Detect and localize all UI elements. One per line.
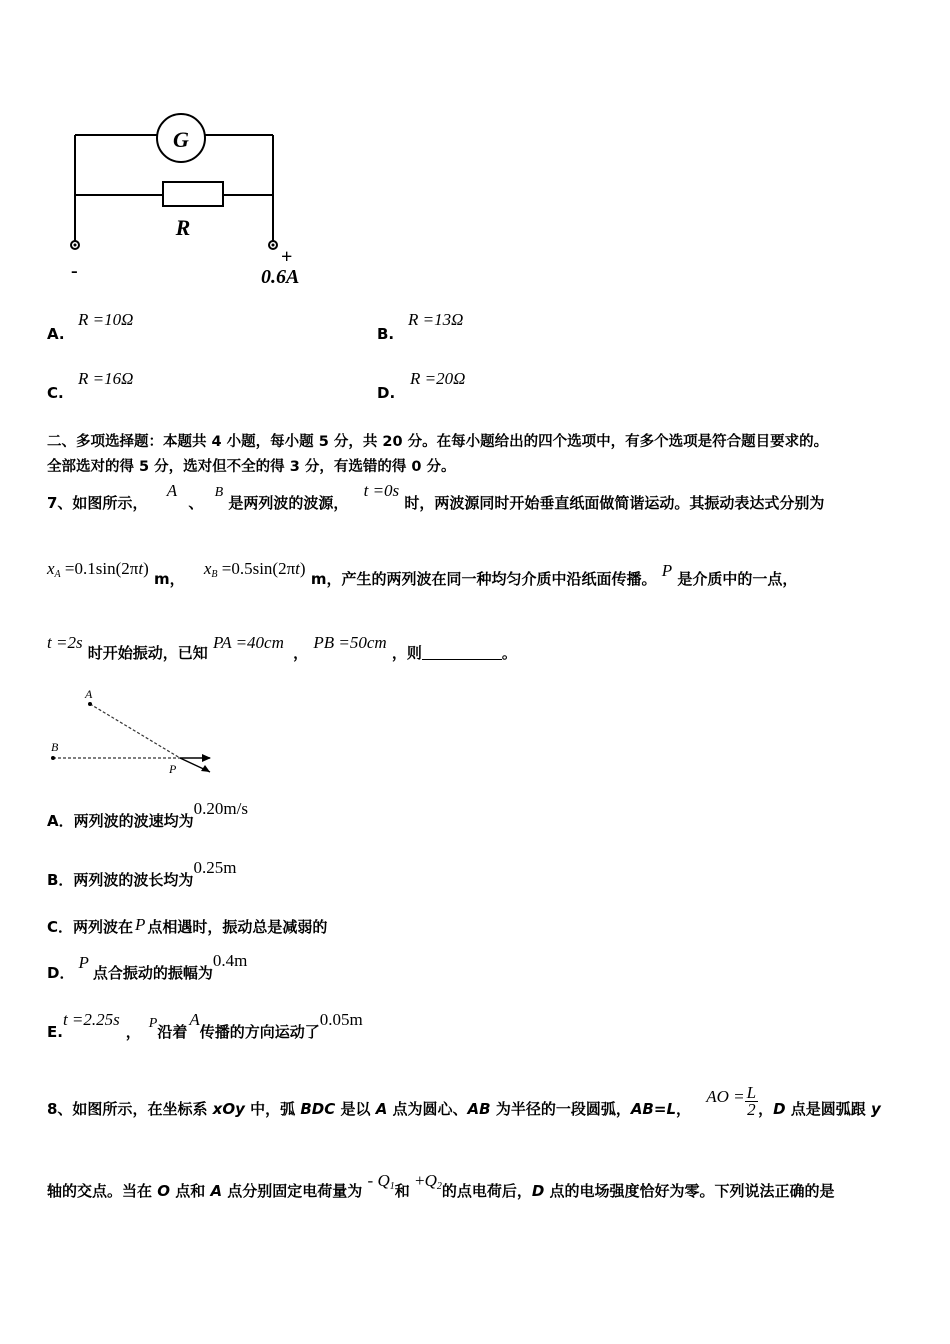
q7-option-c-p: P bbox=[135, 915, 146, 934]
q8-text-2c: 点分别固定电荷量为 bbox=[222, 1182, 363, 1200]
q7-comma: ， bbox=[293, 644, 309, 662]
q6-option-b-formula: R =13Ω bbox=[408, 310, 464, 329]
q8-a2: A bbox=[210, 1182, 223, 1200]
q8-ao-fraction bbox=[745, 1085, 758, 1118]
q7-sep: 、 bbox=[188, 494, 204, 512]
circuit-diagram bbox=[55, 105, 335, 295]
q7-option-c-pre: C．两列波在 bbox=[47, 918, 134, 936]
q8-ab: AB bbox=[467, 1100, 491, 1118]
q8-q2: $+Q_2$ bbox=[414, 1171, 442, 1192]
q8-text-2a: 轴的交点。当在 bbox=[47, 1182, 158, 1200]
q8-text-f: ， bbox=[676, 1100, 692, 1118]
minus-terminal-label: - bbox=[71, 260, 78, 282]
q8-xoy: xOy bbox=[212, 1100, 245, 1118]
q7-option-d-value: 0.4m bbox=[212, 951, 248, 970]
plus-terminal-label: + bbox=[281, 246, 293, 268]
q8-abl: AB=L bbox=[630, 1100, 676, 1118]
q7-option-c bbox=[47, 916, 327, 937]
q7-text4: 是介质中的一点， bbox=[677, 570, 798, 588]
q8-he: 和 bbox=[394, 1182, 410, 1200]
q8-bdc: BDC bbox=[300, 1100, 336, 1118]
q8-y: y bbox=[871, 1100, 881, 1118]
q7-xb-formula: $x_B =0.5\sin(2\pi t)$ bbox=[203, 559, 306, 580]
q7-option-e-t: t =2.25s bbox=[62, 1010, 120, 1029]
q7-source-b: B bbox=[214, 485, 224, 500]
q8-q1: - $Q_1$ bbox=[367, 1171, 395, 1192]
diagram-label-a: A bbox=[85, 687, 93, 701]
q7-point-p: P bbox=[661, 561, 673, 580]
q7-text5: 时开始振动，已知 bbox=[87, 644, 208, 662]
q8-text-2d: 的点电荷后， bbox=[441, 1182, 532, 1200]
q7-text6: ，则 bbox=[391, 644, 422, 662]
q6-option-c-letter: C. bbox=[47, 384, 64, 402]
q7-option-b-text: B．两列波的波长均为 bbox=[47, 871, 194, 889]
q8-frac-num: L bbox=[746, 1083, 757, 1102]
q8-d: D bbox=[773, 1100, 786, 1118]
q7-option-e-value: 0.05m bbox=[319, 1010, 363, 1029]
q7-option-e-post: 传播的方向运动了 bbox=[199, 1023, 320, 1041]
q7-line2 bbox=[47, 559, 798, 590]
q7-line1 bbox=[47, 481, 825, 513]
q8-d2: D bbox=[531, 1182, 545, 1200]
q7-end: 。 bbox=[501, 644, 517, 662]
q8-text-e: 为半径的一段圆弧， bbox=[490, 1100, 631, 1118]
q7-xa-formula: $x_A =0.1\sin(2\pi t)$ bbox=[47, 559, 149, 580]
section2-line2: 全部选对的得 5 分，选对但不全的得 3 分，有选错的得 0 分。 bbox=[47, 459, 456, 475]
q7-text1: 是两列波的波源， bbox=[228, 494, 349, 512]
q7-option-a-text: A．两列波的波速均为 bbox=[47, 812, 194, 830]
q8-ao: AO = bbox=[706, 1087, 745, 1106]
q7-text3: m，产生的两列波在同一种均匀介质中沿纸面传播。 bbox=[310, 570, 657, 588]
q6-option-a-letter: A. bbox=[47, 325, 65, 343]
q8-line1 bbox=[47, 1083, 881, 1126]
q8-o: O bbox=[157, 1182, 170, 1200]
q8-text-g: ， bbox=[758, 1100, 774, 1118]
q8-text-b: 中，弧 bbox=[244, 1100, 301, 1118]
q7-pa: PA =40cm bbox=[213, 633, 284, 652]
q7-option-e-mid: 沿着 bbox=[157, 1023, 188, 1041]
q7-source-a: A bbox=[166, 481, 178, 500]
q7-option-e-p: P bbox=[148, 1016, 158, 1031]
q7-option-e-comma: ， bbox=[125, 1023, 141, 1041]
q8-text-d: 点为圆心、 bbox=[387, 1100, 468, 1118]
q7-option-d-post: 点合振动的振幅为 bbox=[92, 964, 213, 982]
q7-line3 bbox=[47, 633, 517, 663]
q8-a: A bbox=[375, 1100, 388, 1118]
q8-text-2e: 点的电场强度恰好为零。下列说法正确的是 bbox=[544, 1182, 835, 1200]
q6-option-d-formula: R =20Ω bbox=[410, 369, 466, 388]
diagram-label-b: B bbox=[51, 740, 59, 754]
resistor-label: R bbox=[175, 215, 191, 240]
q7-t0: t =0s bbox=[363, 481, 400, 500]
q7-option-a-value: 0.20m/s bbox=[193, 799, 248, 818]
q7-option-b-value: 0.25m bbox=[193, 858, 237, 877]
q8-text-2b: 点和 bbox=[170, 1182, 211, 1200]
q7-answer-blank bbox=[422, 645, 502, 660]
q6-option-c-formula: R =16Ω bbox=[78, 369, 134, 388]
q6-option-d-letter: D. bbox=[377, 384, 396, 402]
q7-wave-diagram bbox=[45, 685, 225, 780]
q8-text-a: 8、如图所示，在坐标系 bbox=[47, 1100, 213, 1118]
q7-option-b bbox=[47, 858, 237, 890]
q7-option-a bbox=[47, 799, 248, 831]
q7-option-d bbox=[47, 951, 248, 983]
diagram-label-p: P bbox=[169, 762, 177, 776]
q7-text2: 时，两波源同时开始垂直纸面做简谐运动。其振动表达式分别为 bbox=[404, 494, 825, 512]
q6-option-b-letter: B. bbox=[377, 325, 395, 343]
q7-m1: m， bbox=[153, 570, 185, 588]
current-label: 0.6A bbox=[261, 266, 300, 288]
q7-option-d-text: D． bbox=[47, 964, 75, 982]
q7-option-e-a: A bbox=[189, 1010, 200, 1029]
q7-option-e bbox=[47, 1010, 363, 1042]
q8-text-c: 是以 bbox=[335, 1100, 376, 1118]
q7-option-d-p: P bbox=[78, 953, 89, 972]
q8-text-h: 点是圆弧跟 bbox=[785, 1100, 872, 1118]
q8-frac-den: 2 bbox=[747, 1100, 756, 1119]
q7-option-e-letter: E. bbox=[47, 1023, 63, 1041]
q7-t2: t =2s bbox=[47, 633, 83, 652]
section2-line1: 二、多项选择题：本题共 4 小题，每小题 5 分，共 20 分。在每小题给出的四个选项中，有多个选项是符合题目要求的。 bbox=[47, 434, 829, 450]
q6-option-a-formula: R =10Ω bbox=[78, 310, 134, 329]
q7-pb: PB =50cm bbox=[313, 633, 387, 652]
q7-prefix: 7、如图所示， bbox=[47, 494, 148, 512]
q7-option-c-post: 点相遇时，振动总是减弱的 bbox=[147, 918, 328, 936]
galvanometer-label: G bbox=[173, 127, 189, 152]
q8-line2 bbox=[47, 1171, 835, 1202]
